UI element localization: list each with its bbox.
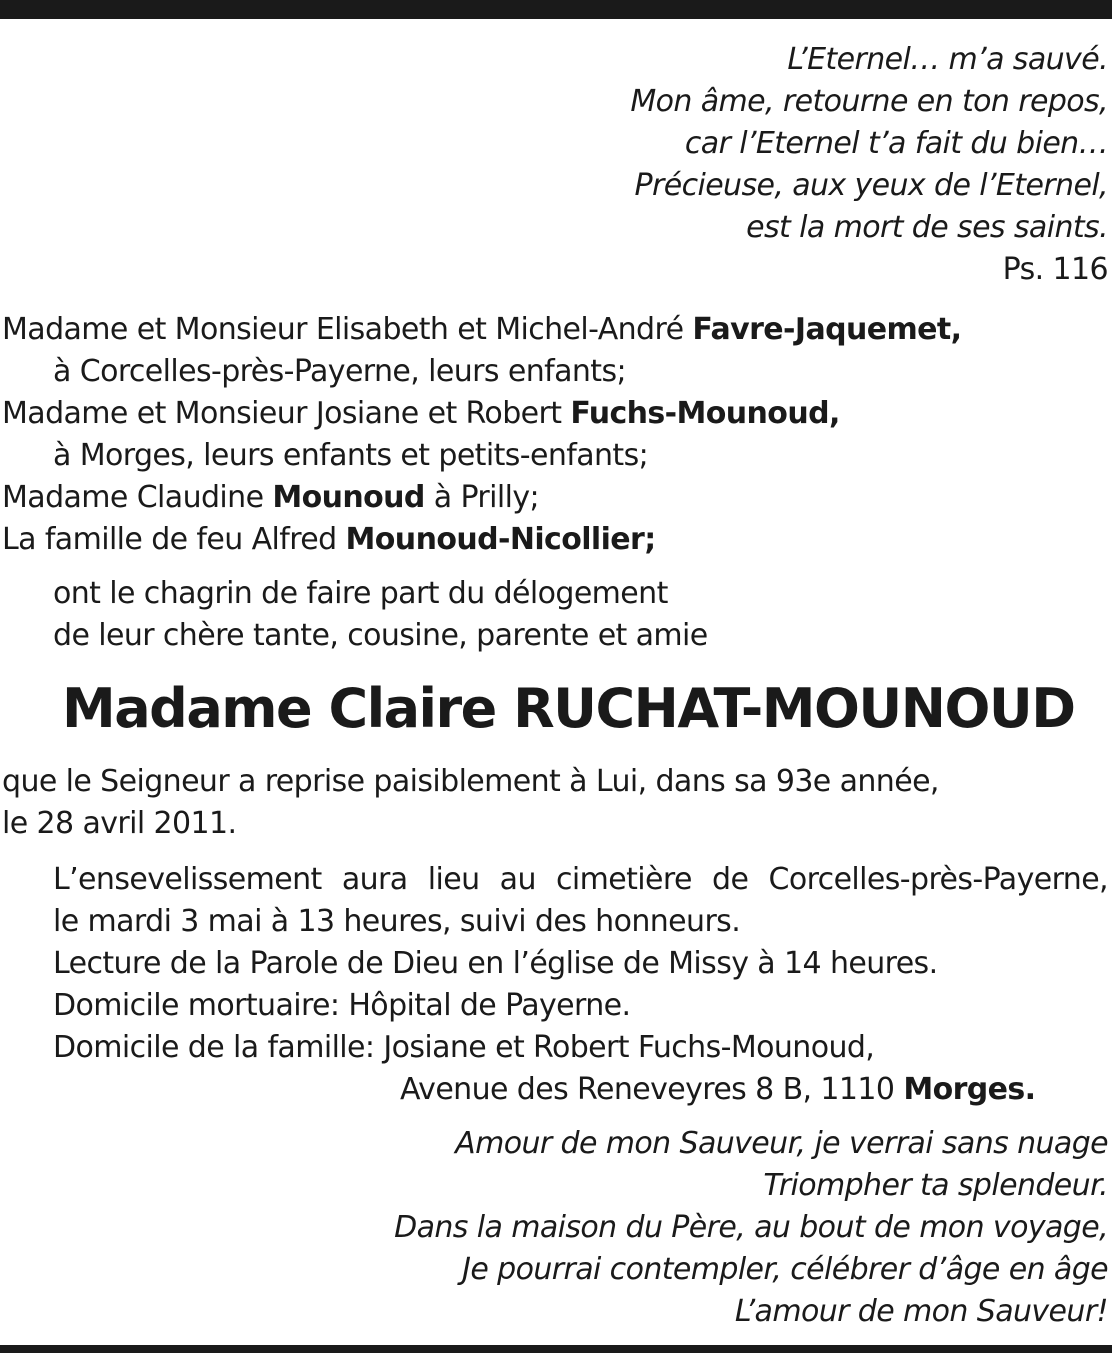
family-address: Avenue des Reneveyres 8 B, 1110 Morges. xyxy=(400,1072,1036,1107)
family-line: Madame et Monsieur Josiane et Robert Fuchs-Mounoud, xyxy=(2,396,840,431)
family-surname: Mounoud xyxy=(272,480,425,515)
hymn-line: Dans la maison du Père, au bout de mon voyage, xyxy=(394,1210,1108,1245)
bottom-border-rule xyxy=(0,1345,1112,1353)
top-border-rule xyxy=(0,0,1112,19)
psalm-reference: Ps. 116 xyxy=(1002,252,1108,287)
announcement-line: de leur chère tante, cousine, parente et amie xyxy=(53,618,708,653)
psalm-line: est la mort de ses saints. xyxy=(746,210,1108,245)
family-line: à Corcelles-près-Payerne, leurs enfants; xyxy=(53,354,626,389)
death-details-line: que le Seigneur a reprise paisiblement à Lui, dans sa 93e année, xyxy=(2,764,939,799)
family-surname: Mounoud-Nicollier; xyxy=(345,522,656,557)
family-line: La famille de feu Alfred Mounoud-Nicollier; xyxy=(2,522,656,557)
mortuary-address: Domicile mortuaire: Hôpital de Payerne. xyxy=(53,988,631,1023)
reading-info: Lecture de la Parole de Dieu en l’église de Missy à 14 heures. xyxy=(53,946,938,981)
burial-location: L’ensevelissement aura lieu au cimetière de Corcelles-près-Payerne, xyxy=(53,862,1108,897)
psalm-line: car l’Eternel t’a fait du bien… xyxy=(684,126,1108,161)
family-home: Domicile de la famille: Josiane et Robert Fuchs-Mounoud, xyxy=(53,1030,875,1065)
hymn-line: L’amour de mon Sauveur! xyxy=(734,1294,1108,1329)
family-surname: Fuchs-Mounoud, xyxy=(570,396,840,431)
hymn-line: Amour de mon Sauveur, je verrai sans nuage xyxy=(455,1126,1108,1161)
family-line: Madame et Monsieur Elisabeth et Michel-André Favre-Jaquemet, xyxy=(2,312,962,347)
psalm-line: Mon âme, retourne en ton repos, xyxy=(630,84,1108,119)
hymn-line: Je pourrai contempler, célébrer d’âge en âge xyxy=(462,1252,1108,1287)
family-surname: Favre-Jaquemet, xyxy=(692,312,962,347)
hymn-line: Triompher ta splendeur. xyxy=(763,1168,1108,1203)
address-city: Morges. xyxy=(903,1072,1036,1107)
psalm-line: Précieuse, aux yeux de l’Eternel, xyxy=(634,168,1108,203)
psalm-line: L’Eternel… m’a sauvé. xyxy=(787,42,1108,77)
family-line: à Morges, leurs enfants et petits-enfants; xyxy=(53,438,649,473)
death-details-line: le 28 avril 2011. xyxy=(2,806,237,841)
family-line: Madame Claudine Mounoud à Prilly; xyxy=(2,480,540,515)
announcement-line: ont le chagrin de faire part du délogement xyxy=(53,576,668,611)
burial-time: le mardi 3 mai à 13 heures, suivi des honneurs. xyxy=(53,904,741,939)
deceased-name: Madame Claire RUCHAT-MOUNOUD xyxy=(62,677,1075,740)
